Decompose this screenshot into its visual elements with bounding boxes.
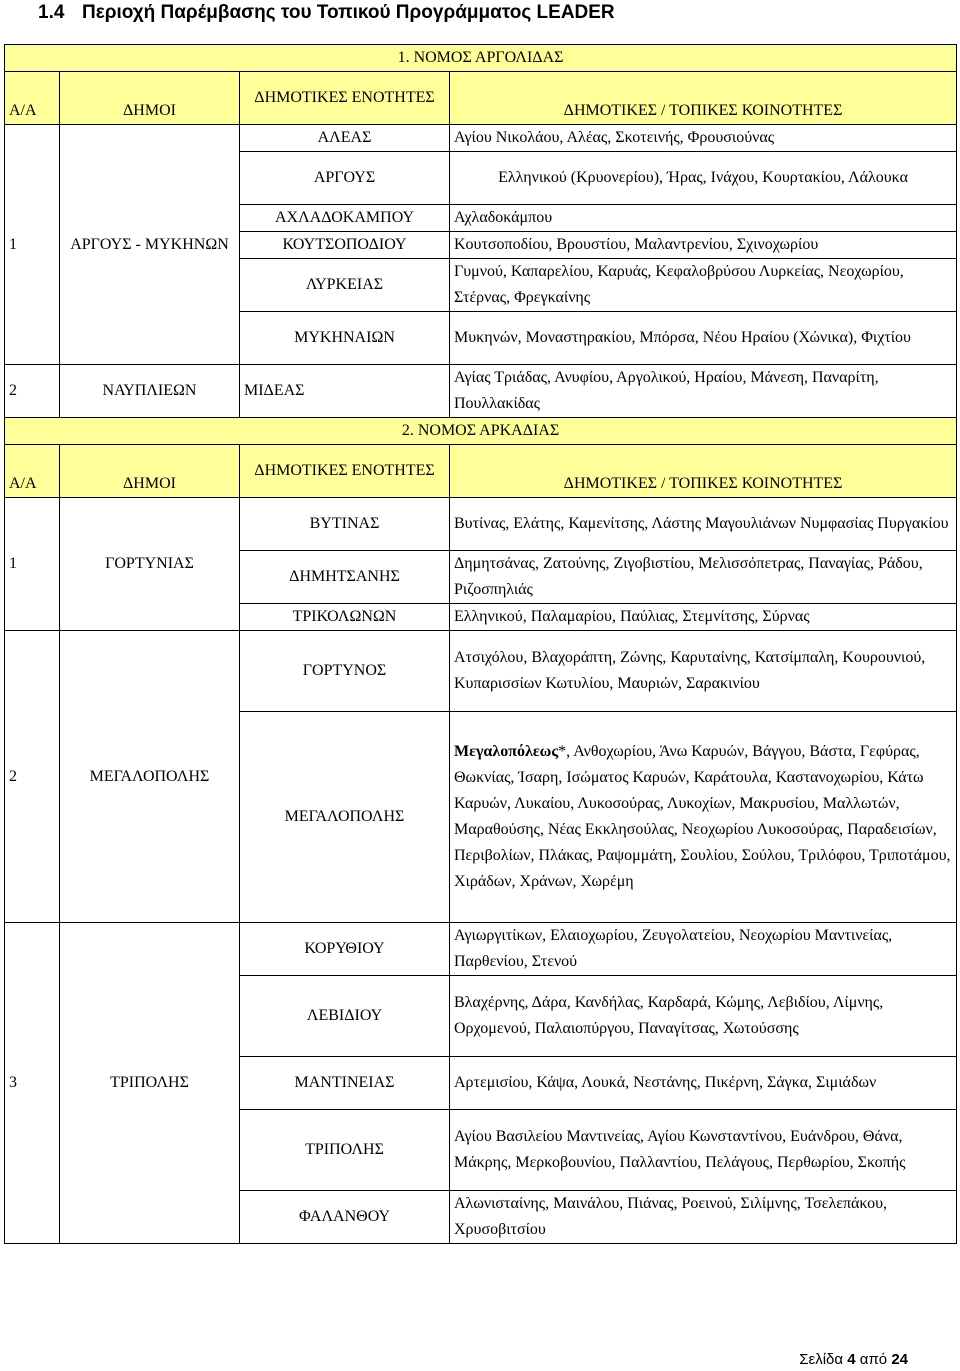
- unit-name: ΚΟΥΤΣΟΠΟΔΙΟΥ: [240, 232, 450, 259]
- unit-name: ΜΕΓΑΛΟΠΟΛΗΣ: [240, 712, 450, 923]
- table-row: [5, 125, 957, 152]
- unit-name: ΒΥΤΙΝΑΣ: [240, 498, 450, 551]
- footer-total: 24: [891, 1351, 908, 1368]
- communities: Αχλαδοκάμπου: [450, 205, 957, 232]
- municipality-name: ΜΕΓΑΛΟΠΟΛΗΣ: [60, 631, 240, 923]
- table-row: [5, 365, 957, 418]
- table-row: [5, 631, 957, 712]
- municipality-number: 2: [5, 631, 60, 923]
- communities: [450, 712, 957, 923]
- header-dimoi: ΔΗΜΟΙ: [60, 445, 240, 498]
- municipality-name: ΤΡΙΠΟΛΗΣ: [60, 923, 240, 1244]
- communities: Ατσιχόλου, Βλαχοράπτη, Ζώνης, Καρυταίνης, Κατσίμπαλη, Κουρουνιού, Κυπαρισσίων Κωτυλίου, Μαυριών, Σαρακινίου: [450, 631, 957, 712]
- communities: Δημητσάνας, Ζατούνης, Ζιγοβιστίου, Μελισσόπετρας, Παναγίας, Ράδου, Ριζοσπηλιάς: [450, 551, 957, 604]
- municipality-number: 1: [5, 498, 60, 631]
- section-heading: [38, 0, 615, 26]
- header-enotites: ΔΗΜΟΤΙΚΕΣ ΕΝΟΤΗΤΕΣ: [240, 72, 450, 125]
- header-koinotites: ΔΗΜΟΤΙΚΕΣ / ΤΟΠΙΚΕΣ ΚΟΙΝΟΤΗΤΕΣ: [450, 445, 957, 498]
- unit-name: ΜΥΚΗΝΑΙΩΝ: [240, 312, 450, 365]
- unit-name: ΤΡΙΠΟΛΗΣ: [240, 1110, 450, 1191]
- unit-name: ΑΡΓΟΥΣ: [240, 152, 450, 205]
- unit-name: ΑΛΕΑΣ: [240, 125, 450, 152]
- communities: Μυκηνών, Μοναστηρακίου, Μπόρσα, Νέου Ηραίου (Χώνικα), Φιχτίου: [450, 312, 957, 365]
- section-number: 1.4: [38, 2, 65, 23]
- communities: Γυμνού, Καπαρελίου, Καρυάς, Κεφαλοβρύσου Λυρκείας, Νεοχωρίου, Στέρνας, Φρεγκαίνης: [450, 259, 957, 312]
- communities: Ελληνικού (Κρυονερίου), Ήρας, Ινάχου, Κουρτακίου, Λάλουκα: [450, 152, 957, 205]
- communities: Κουτσοποδίου, Βρουστίου, Μαλαντρενίου, Σχινοχωρίου: [450, 232, 957, 259]
- prefecture-title: 2. ΝΟΜΟΣ ΑΡΚΑΔΙΑΣ: [5, 418, 957, 445]
- intervention-area-table: [4, 44, 957, 1244]
- communities: Βυτίνας, Ελάτης, Καμενίτσης, Λάστης Μαγουλιάνων Νυμφασίας Πυργακίου: [450, 498, 957, 551]
- unit-name: ΜΙΔΕΑΣ: [240, 365, 450, 418]
- communities: Αγιωργιτίκων, Ελαιοχωρίου, Ζευγολατείου, Νεοχωρίου Μαντινείας, Παρθενίου, Στενού: [450, 923, 957, 976]
- header-aa: Α/Α: [5, 72, 60, 125]
- unit-name: ΛΕΒΙΔΙΟΥ: [240, 976, 450, 1057]
- communities: Αγίας Τριάδας, Ανυφίου, Αργολικού, Ηραίου, Μάνεση, Παναρίτη, Πουλλακίδας: [450, 365, 957, 418]
- unit-name: ΤΡΙΚΟΛΩΝΩΝ: [240, 604, 450, 631]
- communities: Αρτεμισίου, Κάψα, Λουκά, Νεστάνης, Πικέρνη, Σάγκα, Σιμιάδων: [450, 1057, 957, 1110]
- municipality-number: 3: [5, 923, 60, 1244]
- communities-rest: *, Ανθοχωρίου, Άνω Καρυών, Βάγγου, Βάστα, Γεφύρας, Θωκνίας, Ίσαρη, Ισώματος Καρυών, Καράτουλα, Καστανοχωρίου, Κάτω Καρυών, Λυκαίου, Λυκοσούρας, Λυκοχίων, Μακρυσίου, Μαλλωτών, Μαραθούσης, Νέας Εκκλησούλας, Νεοχωρίου Λυκοσούρας, Παραδεισίων, Περιβολίων, Πλάκας, Ραψομμάτη, Σουλίου, Σούλου, Τριλόφου, Τριποτάμου, Χιράδων, Χράνων, Χωρέμη: [454, 743, 951, 890]
- municipality-number: 2: [5, 365, 60, 418]
- footer-prefix: Σελίδα: [799, 1351, 844, 1368]
- communities: Αγίου Βασιλείου Μαντινείας, Αγίου Κωνσταντίνου, Ευάνδρου, Θάνα, Μάκρης, Μερκοβουνίου, Παλλαντίου, Πελάγους, Περθωρίου, Σκοπής: [450, 1110, 957, 1191]
- prefecture-title-row-arkadia: [5, 418, 957, 445]
- header-koinotites: ΔΗΜΟΤΙΚΕΣ / ΤΟΠΙΚΕΣ ΚΟΙΝΟΤΗΤΕΣ: [450, 72, 957, 125]
- unit-name: ΔΗΜΗΤΣΑΝΗΣ: [240, 551, 450, 604]
- unit-name: ΜΑΝΤΙΝΕΙΑΣ: [240, 1057, 450, 1110]
- prefecture-title-row-argolida: [5, 45, 957, 72]
- communities: Αγίου Νικολάου, Αλέας, Σκοτεινής, Φρουσιούνας: [450, 125, 957, 152]
- municipality-name: ΑΡΓΟΥΣ - ΜΥΚΗΝΩΝ: [60, 125, 240, 365]
- communities: Ελληνικού, Παλαμαρίου, Παύλιας, Στεμνίτσης, Σύρνας: [450, 604, 957, 631]
- communities-seat: Μεγαλοπόλεως: [454, 743, 559, 760]
- footer-page: 4: [847, 1351, 856, 1368]
- prefecture-title: 1. ΝΟΜΟΣ ΑΡΓΟΛΙΔΑΣ: [5, 45, 957, 72]
- unit-name: ΓΟΡΤΥΝΟΣ: [240, 631, 450, 712]
- header-aa: Α/Α: [5, 445, 60, 498]
- page-footer: [799, 1350, 908, 1370]
- table-row: [5, 923, 957, 976]
- header-enotites: ΔΗΜΟΤΙΚΕΣ ΕΝΟΤΗΤΕΣ: [240, 445, 450, 498]
- municipality-name: ΝΑΥΠΛΙΕΩΝ: [60, 365, 240, 418]
- communities: Αλωνισταίνης, Μαινάλου, Πιάνας, Ροεινού, Σιλίμνης, Τσελεπάκου, Χρυσοβιτσίου: [450, 1191, 957, 1244]
- municipality-number: 1: [5, 125, 60, 365]
- unit-name: ΚΟΡΥΘΙΟΥ: [240, 923, 450, 976]
- table-header-row: [5, 72, 957, 125]
- table-row: [5, 498, 957, 551]
- header-dimoi: ΔΗΜΟΙ: [60, 72, 240, 125]
- unit-name: ΑΧΛΑΔΟΚΑΜΠΟΥ: [240, 205, 450, 232]
- communities: Βλαχέρνης, Δάρα, Κανδήλας, Καρδαρά, Κώμης, Λεβιδίου, Λίμνης, Ορχομενού, Παλαιοπύργου, Παναγίτσας, Χωτούσσης: [450, 976, 957, 1057]
- unit-name: ΛΥΡΚΕΙΑΣ: [240, 259, 450, 312]
- unit-name: ΦΑΛΑΝΘΟΥ: [240, 1191, 450, 1244]
- municipality-name: ΓΟΡΤΥΝΙΑΣ: [60, 498, 240, 631]
- table-header-row: [5, 445, 957, 498]
- footer-of: από: [859, 1351, 888, 1368]
- section-title: Περιοχή Παρέμβασης του Τοπικού Προγράμματος LEADER: [82, 2, 615, 23]
